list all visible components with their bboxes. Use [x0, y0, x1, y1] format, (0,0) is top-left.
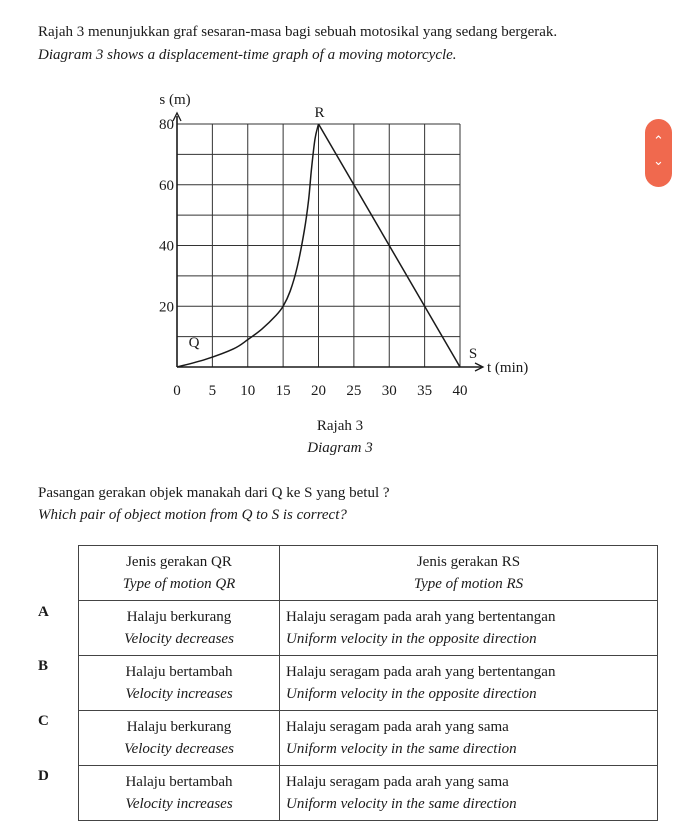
option-a-rs-en: Uniform velocity in the opposite direction [286, 631, 537, 647]
y-tick-label: 80 [159, 117, 174, 133]
y-tick-label: 40 [159, 238, 174, 255]
x-tick-label: 0 [173, 383, 181, 399]
option-row-b[interactable] [79, 656, 658, 711]
question-text-ms: Rajah 3 menunjukkan graf sesaran-masa bagi sebuah motosikal yang sedang bergerak. [38, 24, 558, 40]
displacement-time-chart [0, 85, 560, 415]
prompt-text-en: Which pair of object motion from Q to S is correct? [38, 507, 347, 523]
x-tick-label: 10 [240, 383, 256, 399]
x-tick-label: 40 [452, 383, 468, 399]
y-tick-label: 20 [159, 299, 174, 316]
option-a-rs-ms: Halaju seragam pada arah yang bertentangan [286, 609, 556, 625]
option-row-c[interactable] [79, 711, 658, 766]
caption-en: Diagram 3 [307, 440, 373, 456]
option-a-qr-ms: Halaju berkurang [126, 609, 232, 625]
header-qr-ms: Jenis gerakan QR [126, 554, 232, 570]
option-d-qr [79, 766, 280, 821]
option-d-rs-en: Uniform velocity in the same direction [286, 796, 517, 812]
caption-ms: Rajah 3 [316, 418, 364, 434]
option-d-rs-ms: Halaju seragam pada arah yang sama [286, 774, 509, 790]
option-b-rs-ms: Halaju seragam pada arah yang bertentangan [286, 664, 556, 680]
chevron-up-icon[interactable]: ⌃ [653, 134, 664, 149]
option-a-rs [280, 601, 658, 656]
header-rs [280, 546, 658, 601]
header-qr [79, 546, 280, 601]
option-b-qr [79, 656, 280, 711]
header-rs-ms: Jenis gerakan RS [416, 554, 521, 570]
option-c-qr-ms: Halaju berkurang [126, 719, 232, 735]
x-tick-label: 20 [311, 383, 326, 399]
prompt-text-ms: Pasangan gerakan objek manakah dari Q ke S yang betul ? [38, 485, 390, 501]
option-letter-b[interactable]: B [38, 658, 49, 674]
point-label-s: S [468, 346, 478, 362]
header-qr-en: Type of motion QR [122, 576, 236, 592]
y-tick-label: 60 [159, 177, 174, 194]
option-row-a[interactable] [79, 601, 658, 656]
option-letter-c[interactable]: C [38, 713, 49, 729]
option-c-rs [280, 711, 658, 766]
scroll-widget[interactable] [645, 119, 672, 187]
option-d-qr-en: Velocity increases [125, 796, 233, 812]
x-tick-label: 35 [417, 383, 433, 399]
point-label-q: Q [188, 335, 200, 351]
option-b-rs-en: Uniform velocity in the opposite direction [286, 686, 537, 702]
table-header-row [79, 546, 658, 601]
option-c-qr-en: Velocity decreases [124, 741, 234, 757]
option-c-rs-ms: Halaju seragam pada arah yang sama [286, 719, 509, 735]
x-tick-label: 30 [381, 383, 397, 399]
option-b-rs [280, 656, 658, 711]
option-a-qr [79, 601, 280, 656]
x-axis-label: t (min) [487, 360, 529, 376]
point-label-r: R [314, 105, 325, 121]
option-a-qr-en: Velocity decreases [124, 631, 234, 647]
y-axis-label: s (m) [159, 92, 191, 108]
header-rs-en: Type of motion RS [413, 576, 524, 592]
question-text-en: Diagram 3 shows a displacement-time graph of a moving motorcycle. [38, 47, 457, 63]
option-c-qr [79, 711, 280, 766]
chevron-down-icon[interactable]: ⌄ [653, 154, 664, 169]
x-tick-label: 25 [346, 383, 362, 399]
option-row-d[interactable] [79, 766, 658, 821]
option-b-qr-en: Velocity increases [125, 686, 233, 702]
options-table [78, 545, 658, 821]
x-tick-label: 5 [208, 383, 217, 399]
option-d-rs [280, 766, 658, 821]
option-d-qr-ms: Halaju bertambah [125, 774, 233, 790]
option-b-qr-ms: Halaju bertambah [125, 664, 233, 680]
x-tick-label: 15 [275, 383, 291, 399]
option-letter-a[interactable]: A [38, 604, 49, 620]
option-letter-d[interactable]: D [38, 768, 49, 784]
option-c-rs-en: Uniform velocity in the same direction [286, 741, 517, 757]
